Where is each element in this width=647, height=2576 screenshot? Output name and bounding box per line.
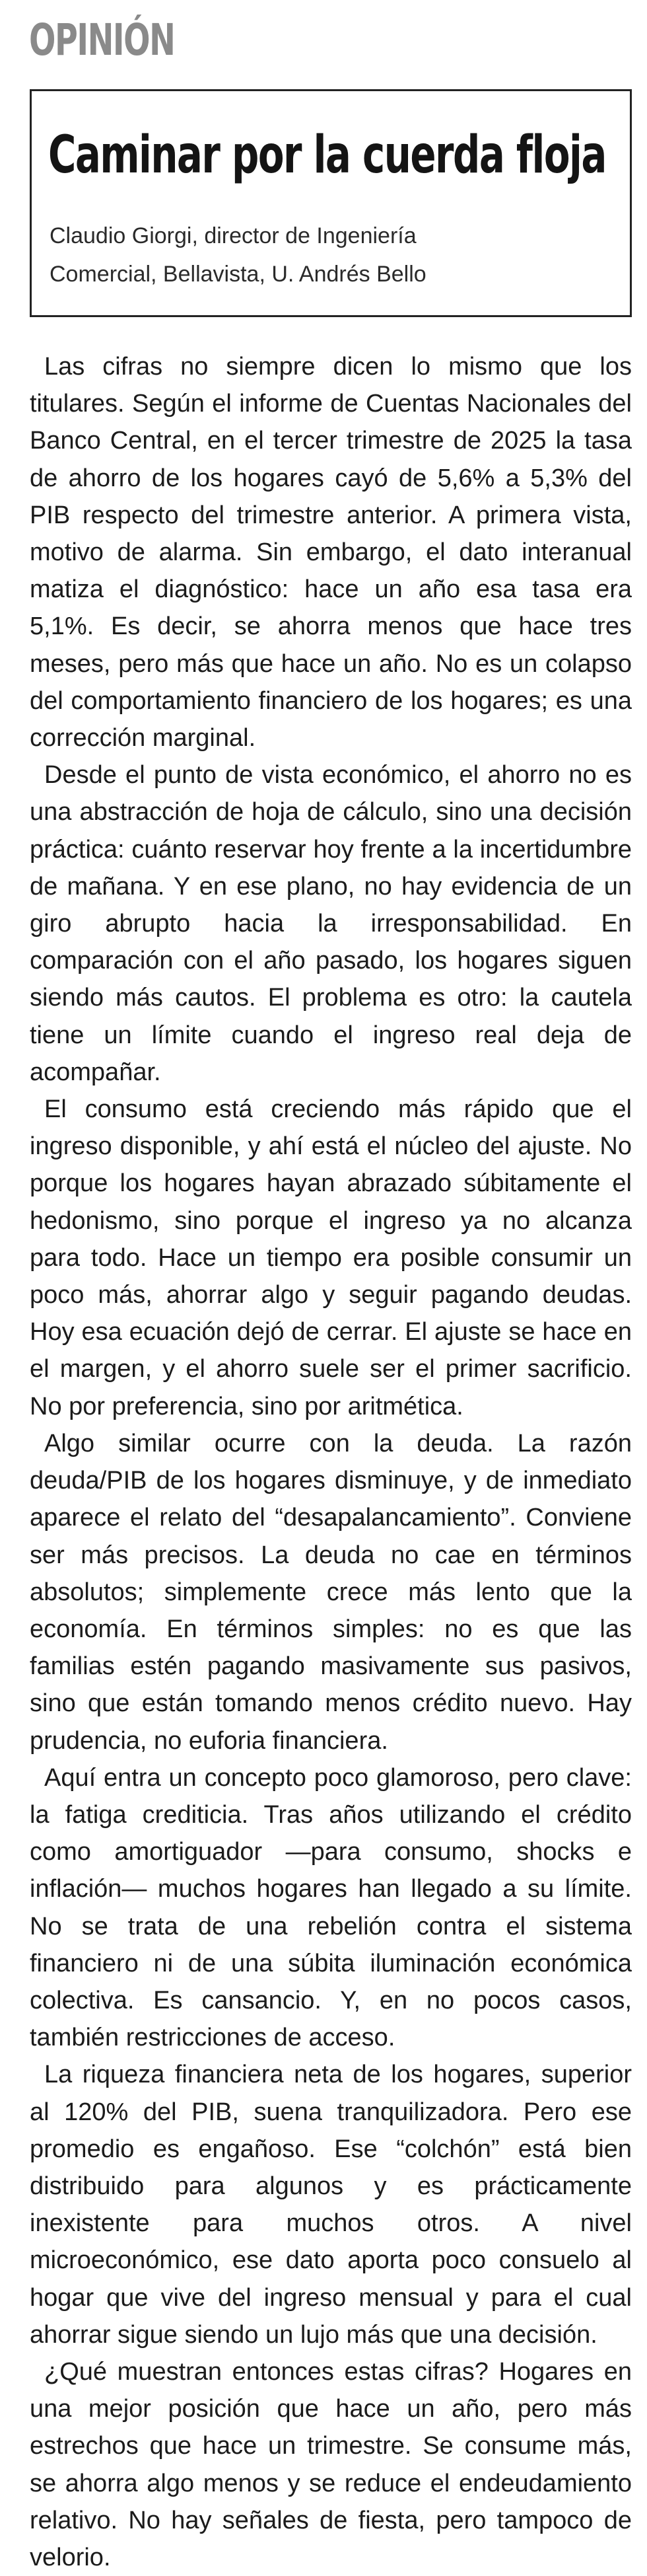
paragraph-4: Algo similar ocurre con la deuda. La razón deuda/PIB de los hogares disminuye, y de inmediato aparece el relato del “desapalancamiento”. Conviene ser más precisos. La deuda no cae en términos absolutos; simplemente crece más lento que la economía. En términos simples: no es que las familias estén pagando masivamente sus pasivos, sino que están tomando menos crédito nuevo. Hay prudencia, no euforia financiera.: [30, 1429, 632, 1755]
paragraph-7: ¿Qué muestran entonces estas cifras? Hogares en una mejor posición que hace un año, pero más estrechos que hace un trimestre. Se consume más, se ahorra algo menos y se reduce el endeudamiento relativo. No hay señales de fiesta, pero tampoco de velorio.: [30, 2357, 632, 2571]
byline-line-1: Claudio Giorgi, director de Ingeniería: [50, 223, 417, 248]
paragraph-5: Aquí entra un concepto poco glamoroso, pero clave: la fatiga crediticia. Tras años utilizando el crédito como amortiguador —para consumo, shocks e inflación— muchos hogares han llegado a su límite. No se trata de una rebelión contra el sistema financiero ni de una súbita iluminación económica colectiva. Es cansancio. Y, en no pocos casos, también restricciones de acceso.: [30, 1763, 632, 2052]
paragraph-3: El consumo está creciendo más rápido que el ingreso disponible, y ahí está el núcleo del ajuste. No porque los hogares hayan abrazado súbitamente el hedonismo, sino porque el ingreso ya no alcanza para todo. Hace un tiempo era posible consumir un poco más, ahorrar algo y seguir pagando deudas. Hoy esa ecuación dejó de cerrar. El ajuste se hace en el margen, y el ahorro suele ser el primer sacrificio. No por preferencia, sino por aritmética.: [30, 1095, 632, 1420]
title-box: [30, 89, 632, 317]
paragraph-1: Las cifras no siempre dicen lo mismo que los titulares. Según el informe de Cuentas Nacionales del Banco Central, en el tercer trimestre de 2025 la tasa de ahorro de los hogares cayó de 5,6% a 5,3% del PIB respecto del trimestre anterior. A primera vista, motivo de alarma. Sin embargo, el dato interanual matiza el diagnóstico: hace un año esa tasa era 5,1%. Es decir, se ahorra menos que hace tres meses, pero más que hace un año. No es un colapso del comportamiento financiero de los hogares; es una corrección marginal.: [30, 353, 632, 753]
byline: [50, 217, 617, 293]
headline: Caminar por la cuerda floja: [48, 126, 606, 185]
paragraph-2: Desde el punto de vista económico, el ahorro no es una abstracción de hoja de cálculo, sino una decisión práctica: cuánto reservar hoy frente a la incertidumbre de mañana. Y en ese plano, no hay evidencia de un giro abrupto hacia la irresponsabilidad. En comparación con el año pasado, los hogares siguen siendo más cautos. El problema es otro: la cautela tiene un límite cuando el ingreso real deja de acompañar.: [30, 761, 632, 1086]
byline-line-2: Comercial, Bellavista, U. Andrés Bello: [50, 262, 426, 287]
paragraph-6: La riqueza financiera neta de los hogares, superior al 120% del PIB, suena tranquilizadora. Pero ese promedio es engañoso. Ese “colchón” está bien distribuido para algunos y es prácticamente inexistente para muchos otros. A nivel microeconómico, ese dato aporta poco consuelo al hogar que vive del ingreso mensual y para el cual ahorrar sigue siendo un lujo más que una decisión.: [30, 2061, 632, 2349]
article-body: [30, 348, 632, 2576]
section-label: OPINIÓN: [29, 15, 175, 65]
